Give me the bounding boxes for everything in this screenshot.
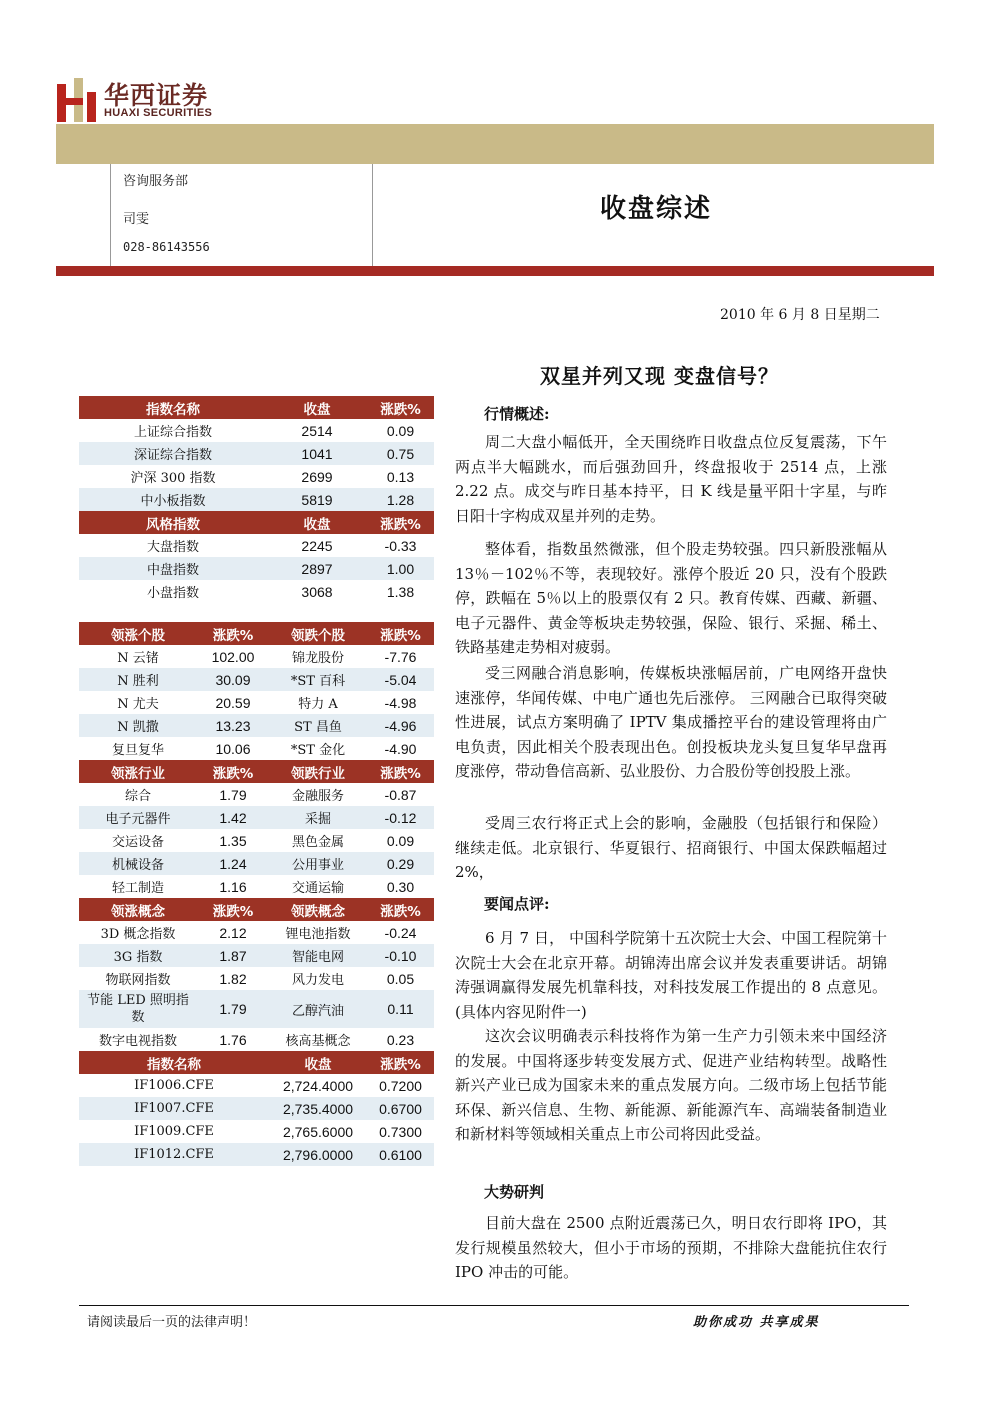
cell: 1.28	[367, 488, 434, 511]
cell: 物联网指数	[79, 967, 197, 990]
cell: 1.79	[197, 990, 269, 1028]
department: 咨询服务部	[123, 174, 189, 189]
paragraph: 受周三农行将正式上会的影响，金融股（包括银行和保险）继续走低。北京银行、华夏银行、招商银行、中国太保跌幅超过 2%，	[455, 814, 887, 881]
table-row	[79, 806, 434, 829]
cell: ST 昌鱼	[269, 714, 367, 737]
cell: *ST 金化	[269, 737, 367, 760]
cell: IF1009.CFE	[79, 1120, 269, 1143]
cell: 1.76	[197, 1028, 269, 1051]
cell: -0.87	[367, 783, 434, 806]
slogan: 助你成功 共享成果	[693, 1315, 820, 1330]
legal-notice: 请阅读最后一页的法律声明！	[87, 1315, 257, 1330]
table-row	[79, 419, 434, 442]
cell: 0.13	[367, 465, 434, 488]
cell: 轻工制造	[79, 875, 197, 898]
cell: 锂电池指数	[269, 921, 367, 944]
col-header: 涨跌%	[367, 511, 434, 534]
report-date: 2010 年 6 月 8 日星期二	[720, 307, 880, 323]
cell: N 凯撒	[79, 714, 197, 737]
table-header-row	[79, 898, 434, 921]
col-header: 涨跌%	[367, 760, 434, 783]
table-row	[79, 465, 434, 488]
table-header-row	[79, 760, 434, 783]
header-divider	[372, 164, 373, 267]
cell: 金融服务	[269, 783, 367, 806]
cell: IF1006.CFE	[79, 1074, 269, 1097]
table-row	[79, 557, 434, 580]
col-header: 领涨个股	[79, 622, 197, 645]
cell: 沪深 300 指数	[79, 465, 267, 488]
table-row	[79, 580, 434, 603]
paragraph: 受三网融合消息影响，传媒板块涨幅居前，广电网络开盘快速涨停，华闻传媒、中电广通也先后涨停。 三网融合已取得突破性进展，试点方案明确了 IPTV 集成播控平台的建设管理将由广电负责，因此相关个股表现出色。创投板块龙头复旦复华早盘再度涨停，带动鲁信高新、弘业股份、力合股份等创投股上涨。	[455, 664, 887, 780]
cell: -7.76	[367, 645, 434, 668]
cell: 上证综合指数	[79, 419, 267, 442]
index-table	[79, 396, 434, 603]
phone-number: 028-86143556	[123, 240, 210, 254]
cell: 13.23	[197, 714, 269, 737]
table-row	[79, 875, 434, 898]
col-header: 领跌概念	[269, 898, 367, 921]
cell: 3G 指数	[79, 944, 197, 967]
cell: 复旦复华	[79, 737, 197, 760]
cell: 2514	[267, 419, 367, 442]
col-header: 收盘	[269, 1051, 367, 1074]
paragraph: 这次会议明确表示科技将作为第一生产力引领未来中国经济的发展。中国将逐步转变发展方式、促进产业结构转型。战略性新兴产业已成为国家未来的重点发展方向。二级市场上包括节能环保、新兴信息、生物、新能源、新能源汽车、高端装备制造业和新材料等领域相关重点上市公司将因此受益。	[455, 1027, 887, 1143]
table-row	[79, 1074, 434, 1097]
cell: 0.7200	[367, 1074, 434, 1097]
table-row	[79, 1097, 434, 1120]
cell: 0.7300	[367, 1120, 434, 1143]
table-row	[79, 852, 434, 875]
cell: 中盘指数	[79, 557, 267, 580]
table-row	[79, 645, 434, 668]
col-header: 涨跌%	[367, 1051, 434, 1074]
cell: 0.29	[367, 852, 434, 875]
cell: 0.6700	[367, 1097, 434, 1120]
col-header: 指数名称	[79, 396, 267, 419]
section-heading-news: 要闻点评:	[484, 895, 550, 913]
cell: 1.82	[197, 967, 269, 990]
col-header: 收盘	[267, 511, 367, 534]
cell: 1.00	[367, 557, 434, 580]
cell: 2897	[267, 557, 367, 580]
cell: 核高基概念	[269, 1028, 367, 1051]
cell: 0.05	[367, 967, 434, 990]
headline: 双星并列又现 变盘信号？	[540, 364, 779, 388]
cell: 1.42	[197, 806, 269, 829]
cell: 0.6100	[367, 1143, 434, 1166]
cell: 0.30	[367, 875, 434, 898]
cell: 2.12	[197, 921, 269, 944]
col-header: 风格指数	[79, 511, 267, 534]
cell: 交通运输	[269, 875, 367, 898]
col-header: 领涨行业	[79, 760, 197, 783]
cell: 1.87	[197, 944, 269, 967]
cell: 1.35	[197, 829, 269, 852]
cell: 深证综合指数	[79, 442, 267, 465]
cell: 智能电网	[269, 944, 367, 967]
cell: 锦龙股份	[269, 645, 367, 668]
section-heading-outlook: 大势研判	[484, 1183, 545, 1201]
brand-name-en: HUAXI SECURITIES	[104, 107, 213, 119]
table-row	[79, 1120, 434, 1143]
cell: 1041	[267, 442, 367, 465]
cell: 黑色金属	[269, 829, 367, 852]
header-band	[56, 124, 934, 164]
cell: 30.09	[197, 668, 269, 691]
cell: 0.11	[367, 990, 434, 1028]
huaxi-logo-icon	[57, 78, 97, 122]
col-header: 领跌个股	[269, 622, 367, 645]
table-header-row	[79, 396, 434, 419]
table-row	[79, 1143, 434, 1166]
col-header: 涨跌%	[367, 622, 434, 645]
table-row	[79, 691, 434, 714]
cell: IF1007.CFE	[79, 1097, 269, 1120]
header-red-rule	[56, 266, 934, 276]
cell: 1.24	[197, 852, 269, 875]
cell: -4.96	[367, 714, 434, 737]
table-row	[79, 488, 434, 511]
table-row	[79, 944, 434, 967]
cell: 2,765.6000	[269, 1120, 367, 1143]
cell: 综合	[79, 783, 197, 806]
cell: -4.90	[367, 737, 434, 760]
cell: 小盘指数	[79, 580, 267, 603]
cell: 采掘	[269, 806, 367, 829]
table-row	[79, 1028, 434, 1051]
cell: 中小板指数	[79, 488, 267, 511]
table-header-row	[79, 1051, 434, 1074]
cell: IF1012.CFE	[79, 1143, 269, 1166]
table-row	[79, 967, 434, 990]
col-header: 指数名称	[79, 1051, 269, 1074]
cell: 1.79	[197, 783, 269, 806]
cell: N 胜利	[79, 668, 197, 691]
header-divider	[110, 164, 111, 267]
cell: 20.59	[197, 691, 269, 714]
footer-rule	[79, 1305, 909, 1306]
cell: 3D 概念指数	[79, 921, 197, 944]
cell: 机械设备	[79, 852, 197, 875]
cell: -0.10	[367, 944, 434, 967]
col-header: 涨跌%	[367, 898, 434, 921]
cell: -4.98	[367, 691, 434, 714]
paragraph: 周二大盘小幅低开，全天围绕昨日收盘点位反复震荡，下午两点半大幅跳水，而后强劲回升，终盘报收于 2514 点，上涨 2.22 点。成交与昨日基本持平，日 K 线是量平阳十字星，与昨日阳十字构成双星并列的走势。	[455, 433, 887, 525]
table-header-row	[79, 622, 434, 645]
table-row	[79, 783, 434, 806]
cell: 2,796.0000	[269, 1143, 367, 1166]
cell: 节能 LED 照明指数	[79, 990, 197, 1028]
analyst-name: 司雯	[123, 212, 150, 227]
cell: 0.75	[367, 442, 434, 465]
cell: 公用事业	[269, 852, 367, 875]
cell: *ST 百科	[269, 668, 367, 691]
table-row	[79, 921, 434, 944]
col-header: 涨跌%	[367, 396, 434, 419]
section-heading-overview: 行情概述:	[484, 405, 550, 423]
cell: 交运设备	[79, 829, 197, 852]
col-header: 涨跌%	[197, 622, 269, 645]
cell: 5819	[267, 488, 367, 511]
table-row	[79, 442, 434, 465]
col-header: 领跌行业	[269, 760, 367, 783]
col-header: 领涨概念	[79, 898, 197, 921]
table-row	[79, 737, 434, 760]
brand-name-cn: 华西证券	[104, 81, 209, 110]
table-row	[79, 990, 434, 1028]
table-row	[79, 714, 434, 737]
cell: 2,724.4000	[269, 1074, 367, 1097]
cell: 102.00	[197, 645, 269, 668]
cell: 2,735.4000	[269, 1097, 367, 1120]
cell: 2245	[267, 534, 367, 557]
cell: 电子元器件	[79, 806, 197, 829]
cell: -0.24	[367, 921, 434, 944]
cell: 乙醇汽油	[269, 990, 367, 1028]
cell: 2699	[267, 465, 367, 488]
cell: 10.06	[197, 737, 269, 760]
cell: 大盘指数	[79, 534, 267, 557]
cell: 0.09	[367, 419, 434, 442]
cell: 3068	[267, 580, 367, 603]
movers-table	[79, 622, 434, 1166]
cell: 0.09	[367, 829, 434, 852]
table-header-row	[79, 511, 434, 534]
paragraph: 整体看，指数虽然微涨，但个股走势较强。四只新股涨幅从 13％－102％不等，表现较好。涨停个股近 20 只，没有个股跌停，跌幅在 5％以上的股票仅有 2 只。教育传媒、西藏、新疆、电子元器件、黄金等板块走势较强，保险、银行、采掘、稀土、铁路基建走势相对疲弱。	[455, 540, 887, 656]
table-row	[79, 668, 434, 691]
table-row	[79, 534, 434, 557]
cell: -0.33	[367, 534, 434, 557]
header-left-margin	[56, 164, 110, 267]
cell: -0.12	[367, 806, 434, 829]
cell: 数字电视指数	[79, 1028, 197, 1051]
cell: 0.23	[367, 1028, 434, 1051]
col-header: 收盘	[267, 396, 367, 419]
cell: -5.04	[367, 668, 434, 691]
paragraph: 6 月 7 日， 中国科学院第十五次院士大会、中国工程院第十次院士大会在北京开幕。胡锦涛出席会议并发表重要讲话。胡锦涛强调赢得发展先机靠科技，对科技发展工作提出的 8 点意见。(具体内容见附件一)	[455, 929, 887, 1021]
table-row	[79, 829, 434, 852]
cell: 特力 A	[269, 691, 367, 714]
cell: N 尤夫	[79, 691, 197, 714]
cell: 1.16	[197, 875, 269, 898]
paragraph: 目前大盘在 2500 点附近震荡已久，明日农行即将 IPO，其发行规模虽然较大，但小于市场的预期，不排除大盘能抗住农行 IPO 冲击的可能。	[455, 1214, 887, 1281]
report-title: 收盘综述	[600, 194, 713, 224]
cell: 1.38	[367, 580, 434, 603]
cell: 风力发电	[269, 967, 367, 990]
cell: N 云锗	[79, 645, 197, 668]
col-header: 涨跌%	[197, 898, 269, 921]
col-header: 涨跌%	[197, 760, 269, 783]
